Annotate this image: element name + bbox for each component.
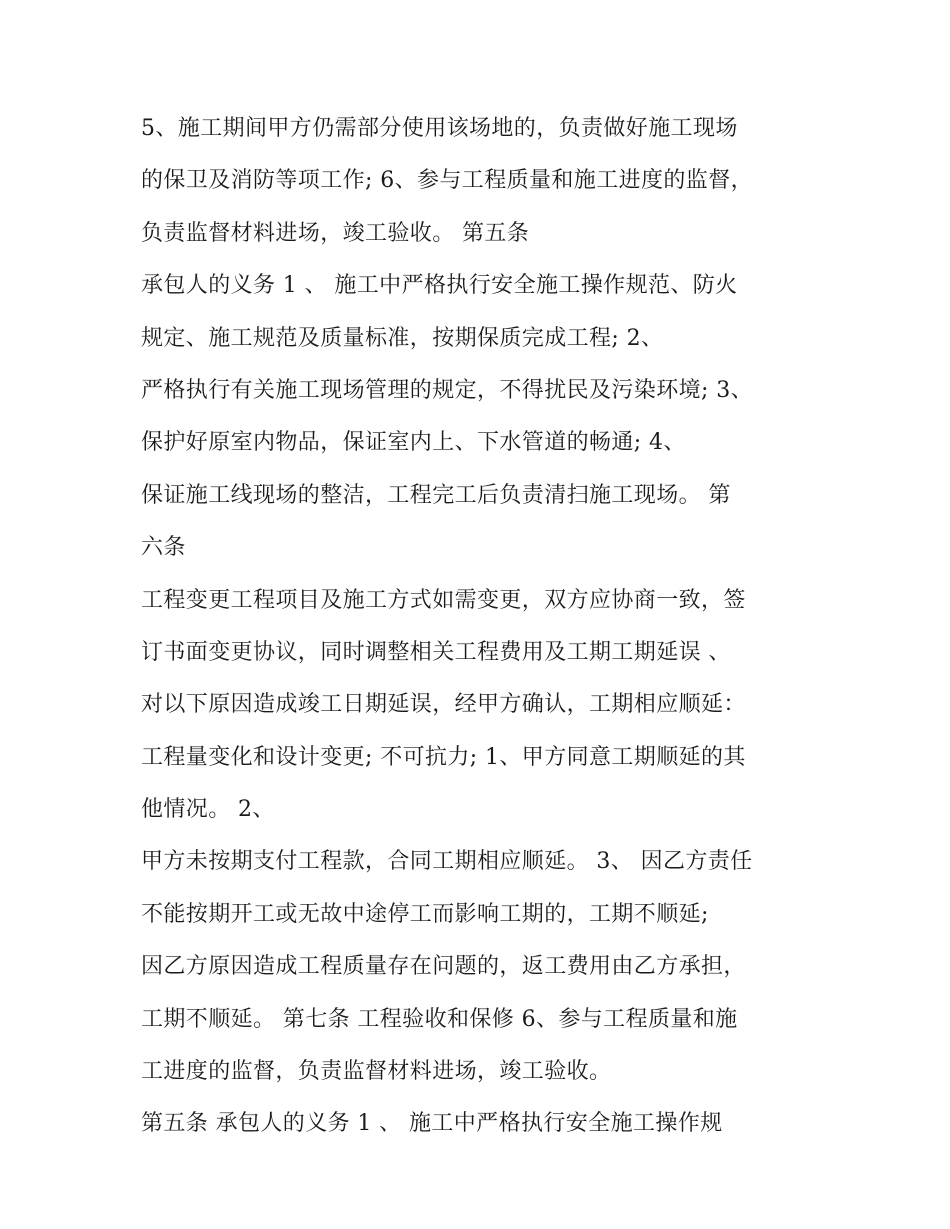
text-line: 负责监督材料进场，竣工验收。 第五条 (141, 220, 530, 246)
text-line: 六条 (141, 535, 186, 561)
text-line: 他情况。 2、 (141, 797, 275, 823)
text-line: 承包人的义务 1 、 施工中严格执行安全施工操作规范、防火 (141, 273, 738, 299)
text-line: 工期不顺延。 第七条 工程验收和保修 6、参与工程质量和施 (141, 1006, 738, 1032)
text-line: 因乙方原因造成工程质量存在问题的，返工费用由乙方承担， (141, 954, 746, 980)
text-line: 保护好原室内物品，保证室内上、下水管道的畅通; 4、 (141, 430, 686, 456)
text-line: 5、施工期间甲方仍需部分使用该场地的，负责做好施工现场 (141, 116, 738, 141)
text-line: 工程变更工程项目及施工方式如需变更，双方应协商一致，签 (141, 587, 746, 613)
text-line: 严格执行有关施工现场管理的规定，不得扰民及污染环境; 3、 (141, 377, 754, 403)
text-line: 规定、施工规范及质量标准，按期保质完成工程; 2、 (141, 325, 664, 351)
text-line: 第五条 承包人的义务 1 、 施工中严格执行安全施工操作规 (141, 1111, 723, 1137)
document-body (141, 103, 841, 1151)
text-line: 订书面变更协议，同时调整相关工程费用及工期工期延误 、 (141, 639, 731, 665)
text-line: 保证施工线现场的整洁，工程完工后负责清扫施工现场。 第 (141, 482, 731, 508)
text-line: 的保卫及消防等项工作; 6、参与工程质量和施工进度的监督， (141, 168, 754, 194)
text-line: 不能按期开工或无故中途停工而影响工期的，工期不顺延; (141, 901, 709, 927)
text-line: 工程量变化和设计变更; 不可抗力; 1、甲方同意工期顺延的其 (141, 744, 746, 770)
text-line: 甲方未按期支付工程款，合同工期相应顺延。 3、 因乙方责任 (141, 849, 753, 875)
text-line: 工进度的监督，负责监督材料进场，竣工验收。 (141, 1059, 612, 1085)
text-line: 对以下原因造成竣工日期延误，经甲方确认，工期相应顺延： (141, 692, 746, 718)
